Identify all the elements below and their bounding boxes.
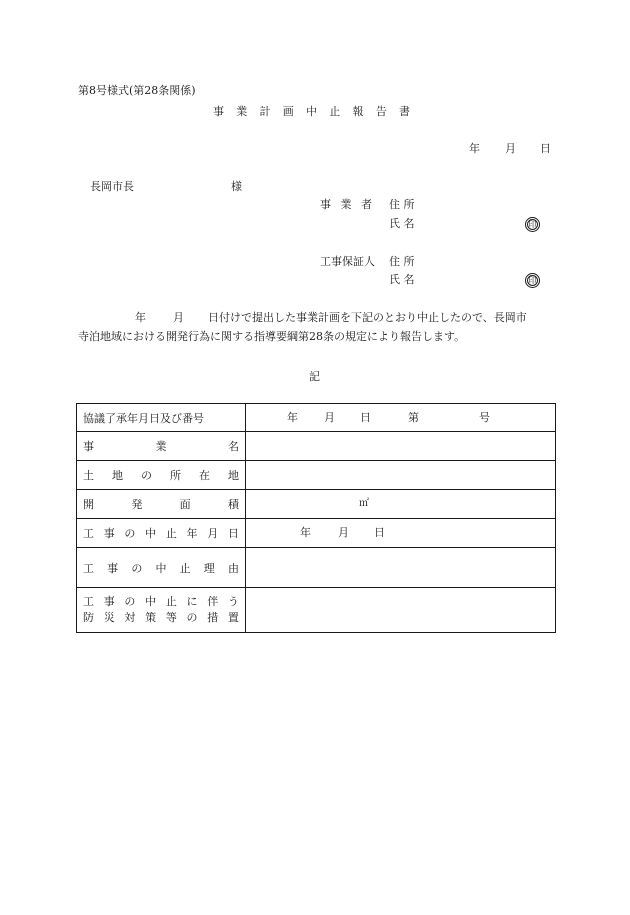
title-char: 書 — [399, 105, 410, 118]
row-label-land-location: 土 地 の 所 在 地 — [77, 461, 246, 490]
body-month: 月 — [173, 311, 184, 324]
development-area-field[interactable] — [246, 490, 556, 519]
date-day: 日 — [540, 142, 551, 155]
body-text-line-2: 寺泊地域における開発行為に関する指導要綱第28条の規定により報告します。 — [78, 330, 466, 343]
guarantor-name-label: 氏 名 — [389, 273, 415, 286]
body-text-line-1: 日付けで提出した事業計画を下記のとおり中止したので、長岡市 — [208, 311, 527, 324]
row-label-suspension-date: 工 事 の 中 止 年 月 日 — [77, 519, 246, 548]
seal-stamp: 印 — [525, 217, 540, 232]
table-row — [77, 548, 556, 588]
title-char: 告 — [375, 105, 387, 118]
disaster-measures-field[interactable] — [246, 588, 556, 633]
business-name-field[interactable] — [246, 432, 556, 461]
title-char: 報 — [352, 105, 364, 118]
business-operator-name-label: 氏 名 — [389, 217, 415, 230]
row-label-development-area: 開 発 面 積 — [77, 490, 246, 519]
row-label-disaster-measures: 工 事 の 中 止 に 伴 う 防 災 対 策 等 の 措 置 — [77, 588, 246, 633]
body-year: 年 — [135, 311, 146, 324]
area-unit: ㎡ — [359, 498, 369, 509]
suspension-reason-field[interactable] — [246, 548, 556, 588]
land-location-field[interactable] — [246, 461, 556, 490]
document-title — [213, 105, 410, 119]
addressee-honorific: 様 — [231, 180, 242, 193]
title-char: 業 — [236, 105, 248, 118]
date-month: 月 — [505, 142, 516, 155]
guarantor-role: 工事保証人 — [320, 255, 375, 268]
table-row — [77, 519, 556, 548]
note-heading: 記 — [309, 370, 320, 383]
table-row — [77, 404, 556, 432]
row-label-agreement: 協議了承年月日及び番号 — [77, 404, 246, 432]
date-year: 年 — [469, 142, 480, 155]
row-label-business-name: 事 業 名 — [77, 432, 246, 461]
business-operator-address-label: 住 所 — [389, 198, 415, 211]
title-char: 中 — [306, 105, 317, 118]
business-operator-role: 事 業 者 — [320, 198, 372, 211]
report-table — [76, 403, 556, 633]
seal-stamp: 印 — [525, 273, 540, 288]
suspension-date-field[interactable]: 年 月 日 — [246, 519, 556, 548]
title-char: 止 — [329, 105, 341, 118]
title-char: 画 — [282, 105, 294, 118]
title-char: 計 — [259, 105, 271, 118]
agreement-date-number-field[interactable]: 年 月 日 第 号 — [246, 404, 556, 432]
table-row — [77, 432, 556, 461]
title-char: 事 — [213, 105, 224, 118]
form-number: 第8号様式(第28条関係) — [78, 84, 196, 97]
addressee-name: 長岡市長 — [90, 180, 134, 193]
row-label-suspension-reason: 工 事 の 中 止 理 由 — [77, 548, 246, 588]
table-row — [77, 490, 556, 519]
table-row — [77, 588, 556, 633]
guarantor-address-label: 住 所 — [389, 255, 415, 268]
table-row — [77, 461, 556, 490]
